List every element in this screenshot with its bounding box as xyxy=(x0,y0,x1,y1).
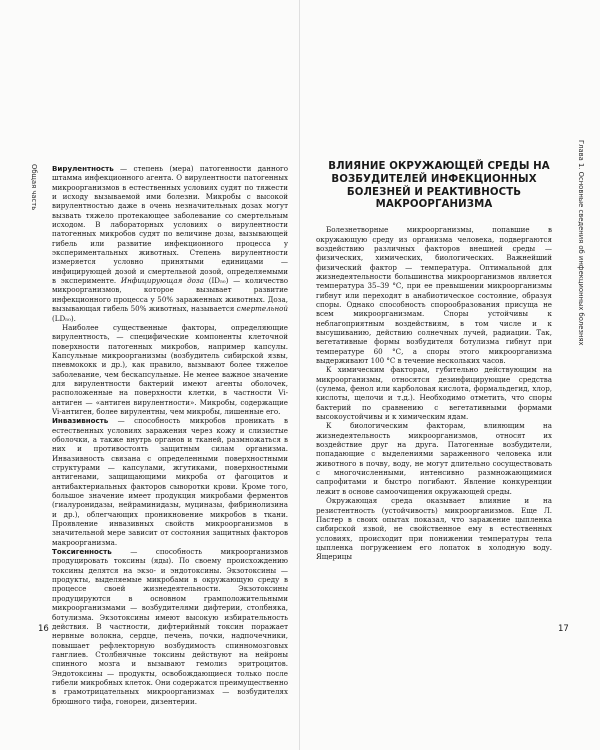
section-heading: ВЛИЯНИЕ ОКРУЖАЮЩЕЙ СРЕДЫ НА ВОЗБУДИТЕЛЕЙ ИНФЕКЦИОННЫХ БОЛЕЗНЕЙ И РЕАКТИВНОСТЬ МАКРООРГАНИЗМА xyxy=(328,161,550,211)
paragraph-invasiveness: Инвазивность — способность микробов проникать в естественных условиях заражения через кожу и слизистые оболочки, а также внутрь органов и тканей, размножаться в них и противостоять защитным силам организма. Инвазивность связана с определенными поверхностными структурами — капсулами, жгутиками, поверхностными антигенами, защищающими микроба от фагоцитов и антибактериальных факторов сыворотки крови. Кроме того, большое значение имеет продукция микробами ферментов (гиалуронидазы, нейраминидазы, муциназы, фибринолизина и др.), облегчающих проникновение микробов в ткани. Проявление инвазивных свойств микроорганизмов в значительной мере зависит от состояния защитных факторов макроорганизма. xyxy=(52,416,288,547)
right-text-column xyxy=(316,131,552,562)
page-number-left: 16 xyxy=(38,624,49,634)
paragraph-virulence-factors: Наиболее существенные факторы, определяющие вирулентность, — специфические компоненты клеточной поверхности патогенных микробов, например капсулы. Капсульные микроорганизмы (возбудитель сибирской язвы, пневмококк и др.), как правило, вызывают более тяжелое заболевание, чем бескапсульные. Не менее важное значение для вирулентности бактерий имеют агенты оболочек, расположенные на поверхности клетки, в частности Vi-антиген — «антиген вирулентности». Микробы, содержащие Vi-антиген, более вирулентны, чем микробы, лишенные его. xyxy=(52,322,288,416)
paragraph-chemical-factors: К химическим факторам, губительно действующим на микроорганизмы, относятся дезинфицирующие средства (сулема, фенол или карболовая кислота, формальдегид, хлор, кислоты, щелочи и т.д.). Необходимо отметить, что споры бактерий по сравнению с вегетативными формами высокоустойчивы и к химическим ядам. xyxy=(316,365,552,422)
page-number-right: 17 xyxy=(558,624,569,634)
paragraph-virulence: Вирулентность — степень (мера) патогенности данного штамма инфекционного агента. О вирулентности патогенных микроорганизмов в естественных условиях судят по тяжести и исходу вызываемой ими болезни. Микробы с высокой вирулентностью даже в очень незначительных дозах могут вызвать тяжело протекающее заболевание со смертельным исходом. В лабораторных условиях о вирулентности патогенных микробов судят по величине дозы, вызывающей гибель или развитие инфекционного процесса у экспериментальных животных. Степень вирулентности измеряется условно принятыми единицами — инфицирующей дозой и смертельной дозой, определяемыми в эксперименте. Инфицирующая доза (ID₅₀) — количество микроорганизмов, которое вызывает развитие инфекционного процесса у 50% зараженных животных. Доза, вызывающая гибель 50% животных, называется смертельной (LD₅₀). xyxy=(52,164,289,323)
term-lethal: смертельной xyxy=(236,304,288,314)
running-head-right: Глава 1. Основные сведения об инфекционных болезнях xyxy=(577,140,585,346)
term-invasiveness: Инвазивность xyxy=(52,416,109,426)
paragraph-resistance: Окружающая среда оказывает влияние и на резистентность (устойчивость) микроорганизмов. Еще Л. Пастер в своих опытах показал, что заражение цыпленка сибирской язвой, не свойственное ему в естественных условиях, происходит при понижении температуры тела цыпленка погружением его лопаток в холодную воду. Ящерицы xyxy=(316,496,552,562)
paragraph-biological-factors: К биологическим факторам, влияющим на жизнедеятельность микроорганизмов, относят их воздействие друг на друга. Патогенные возбудители, попадающие с выделениями зараженного человека или животного в почву, воду, не могут длительно сосуществовать с многочисленными, интенсивно размножающимися сапрофитами и быстро погибают. Явление конкуренции лежит в основе самоочищения окружающей среды. xyxy=(316,421,552,496)
term-virulence: Вирулентность xyxy=(52,164,114,173)
right-page xyxy=(300,0,600,750)
term-toxigenicity: Токсигенность xyxy=(52,547,112,557)
paragraph-toxigenicity: Токсигенность — способность микроорганизмов продуцировать токсины (яды). По своему происхождению токсины делятся на экзо- и эндотоксины. Экзотоксины — продукты, выделяемые микробами в окружающую среду в процессе своей жизнедеятельности. Экзотоксины продуцируются в основном грамположительными микроорганизмами — возбудителями дифтерии, столбняка, ботулизма. Экзотоксины имеют высокую избирательность действия. В частности, дифтерийный токсин поражает нервные волокна, сердце, печень, почки, надпочечники, повышает рефлекторную возбудимость спинномозговых ганглиев. Столбнячные токсины действуют на нейроны спинного мозга и вызывают гемолиз эритроцитов. Эндотоксины — продукты, освобождающиеся только после гибели микробных клеток. Они содержатся преимущественно в грамотрицательных микроорганизмах — возбудителях брюшного тифа, гонореи, дизентерии. xyxy=(52,547,288,706)
paragraph-environment: Болезнетворные микроорганизмы, попавшие в окружающую среду из организма человека, подвергаются воздействию различных факторов внешней среды — физических, химических, биологических. Важнейший физический фактор — температура. Оптимальной для жизнедеятельности большинства микроорганизмов является температура 35–39 °С, при ее превышении микроорганизмы гибнут или переходят в анабиотическое состояние, образуя споры. Однако способность спорообразования присуща не всем микроорганизмам. Споры устойчивы к неблагоприятным воздействиям, в том числе и к высушиванию, действию солнечных лучей, радиации. Так, вегетативные формы возбудителя ботулизма гибнут при температуре 60 °С, а споры этого микроорганизма выдерживают 100 °С в течение нескольких часов. xyxy=(316,225,552,365)
running-head-left: Общая часть xyxy=(30,164,38,211)
left-text-column xyxy=(52,164,288,706)
term-infective-dose: Инфицирующая доза xyxy=(120,276,204,286)
